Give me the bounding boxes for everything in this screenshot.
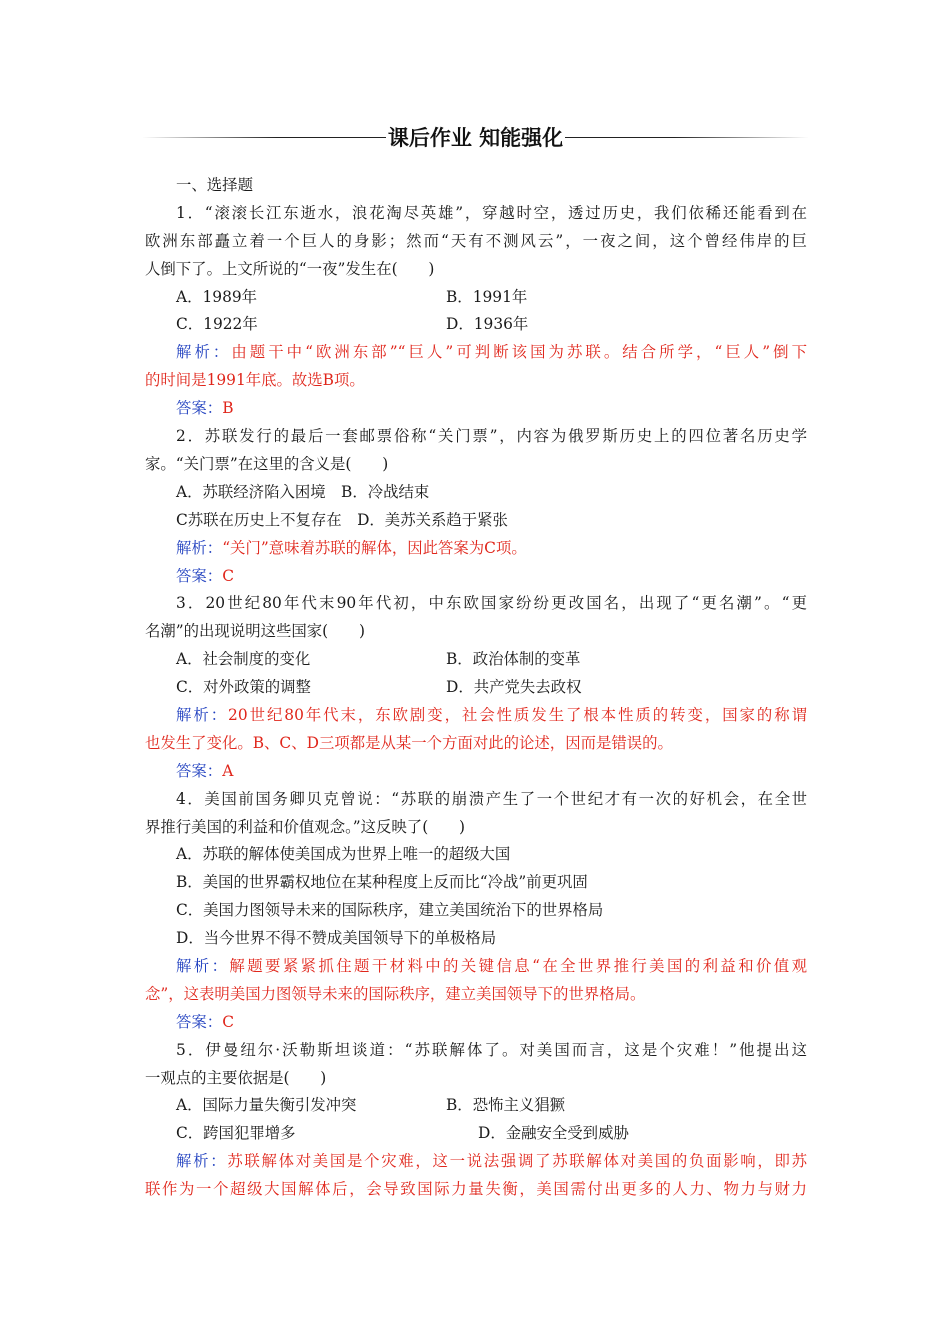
question-3-options: [145, 646, 807, 674]
question-4-stem: 界推行美国的利益和价值观念。”这反映了( ): [145, 817, 465, 836]
analysis-text: 念”，这表明美国力图领导未来的国际秩序，建立美国领导下的世界格局。: [145, 984, 646, 1003]
option-d: D．1936年: [446, 315, 529, 334]
question-5-stem: 5．伊曼纽尔·沃勒斯坦谈道：“苏联解体了。对美国而言，这是个灾难！”他提出这: [176, 1040, 807, 1059]
section-heading: 一、选择题: [176, 176, 253, 194]
question-3-analysis: [145, 702, 807, 730]
question-2-stem: 家。“关门票”在这里的含义是( ): [145, 454, 389, 473]
option-d: D．金融安全受到威胁: [478, 1124, 629, 1143]
question-2-options: A．苏联经济陷入困境 B．冷战结束: [176, 482, 430, 501]
question-1-stem: 欧洲东部矗立着一个巨人的身影；然而“天有不测风云”，一夜之间，这个曾经伟岸的巨: [145, 231, 807, 250]
option-b: B．恐怖主义猖獗: [446, 1096, 566, 1115]
question-1-stem: 1．“滚滚长江东逝水，浪花淘尽英雄”，穿越时空，透过历史，我们依稀还能看到在: [176, 203, 807, 222]
analysis-text: 由题干中“欧洲东部”“巨人”可判断该国为苏联。结合所学，“巨人”倒下: [231, 343, 807, 362]
question-1-options: [145, 311, 807, 339]
question-2-stem: 2．苏联发行的最后一套邮票俗称“关门票”，内容为俄罗斯历史上的四位著名历史学: [176, 427, 807, 446]
analysis-text: 也发生了变化。B、C、D三项都是从某一个方面对此的论述，因而是错误的。: [145, 733, 673, 752]
answer-value: C: [222, 566, 234, 585]
analysis-label: 解析：: [176, 957, 230, 975]
analysis-text: 的时间是1991年底。故选B项。: [145, 371, 365, 390]
answer-value: A: [222, 761, 234, 780]
option-c: C．1922年: [176, 315, 258, 334]
option-b: B．1991年: [446, 287, 528, 306]
question-3-answer: [145, 758, 807, 786]
option-c: C．跨国犯罪增多: [176, 1124, 296, 1143]
option-b: B．美国的世界霸权地位在某种程度上反而比“冷战”前更巩固: [176, 873, 588, 892]
question-1-options: [145, 284, 807, 312]
question-2-answer: [145, 563, 807, 591]
question-3-stem: 3．20世纪80年代末90年代初，中东欧国家纷纷更改国名，出现了“更名潮”。“更: [176, 594, 807, 613]
answer-label: 答案：: [176, 761, 223, 780]
option-d: D．当今世界不得不赞成美国领导下的单极格局: [176, 929, 497, 948]
header-rule-left: [143, 137, 386, 138]
analysis-text: 联作为一个超级大国解体后，会导致国际力量失衡，美国需付出更多的人力、物力与财力: [145, 1180, 807, 1199]
analysis-label: 解析：: [176, 343, 232, 362]
option-b: B．政治体制的变革: [446, 650, 581, 669]
option-d: D．共产党失去政权: [446, 678, 582, 697]
option-c: C．对外政策的调整: [176, 678, 311, 697]
option-a: A．1989年: [176, 287, 258, 306]
question-5-analysis: [145, 1148, 807, 1176]
answer-value: B: [222, 399, 234, 418]
answer-label: 答案：: [176, 1012, 223, 1031]
question-5-options: [145, 1120, 807, 1148]
question-1-stem: 人倒下了。上文所说的“一夜”发生在( ): [145, 259, 435, 278]
option-a: A．社会制度的变化: [176, 650, 311, 669]
question-4-stem: 4．美国前国务卿贝克曾说：“苏联的崩溃产生了一个世纪才有一次的好机会，在全世: [176, 789, 807, 808]
option-a: A．苏联的解体使美国成为世界上唯一的超级大国: [176, 845, 511, 864]
question-4-analysis: [145, 953, 807, 981]
analysis-label: 解析：: [176, 1152, 228, 1171]
question-2-options: C苏联在历史上不复存在 D．美苏关系趋于紧张: [176, 510, 508, 529]
page-title: 课后作业 知能强化: [387, 126, 564, 150]
answer-label: 答案：: [176, 566, 223, 585]
analysis-text: 解题要紧紧抓住题干材料中的关键信息“在全世界推行美国的利益和价值观: [229, 957, 807, 975]
page-header: [143, 121, 808, 153]
analysis-label: 解析：: [176, 705, 229, 724]
answer-label: 答案：: [176, 399, 223, 418]
analysis-text: “关门”意味着苏联的解体，因此答案为C项。: [222, 538, 527, 557]
option-a: A．国际力量失衡引发冲突: [176, 1096, 357, 1115]
header-rule-right: [565, 137, 808, 138]
answer-value: C: [222, 1012, 234, 1031]
question-4-answer: [145, 1009, 807, 1037]
question-5-stem: 一观点的主要依据是( ): [145, 1068, 327, 1087]
analysis-label: 解析：: [176, 538, 223, 557]
analysis-text: 苏联解体对美国是个灾难，这一说法强调了苏联解体对美国的负面影响，即苏: [227, 1152, 807, 1171]
option-c: C．美国力图领导未来的国际秩序，建立美国统治下的世界格局: [176, 901, 604, 920]
question-3-options: [145, 674, 807, 702]
question-1-analysis: [145, 339, 807, 367]
question-3-stem: 名潮”的出现说明这些国家( ): [145, 622, 365, 641]
exercise-content: [145, 172, 807, 1204]
question-5-options: [145, 1092, 807, 1120]
question-1-answer: [145, 395, 807, 423]
question-2-analysis: [145, 535, 807, 563]
analysis-text: 20世纪80年代末，东欧剧变，社会性质发生了根本性质的转变，国家的称谓: [228, 705, 807, 724]
